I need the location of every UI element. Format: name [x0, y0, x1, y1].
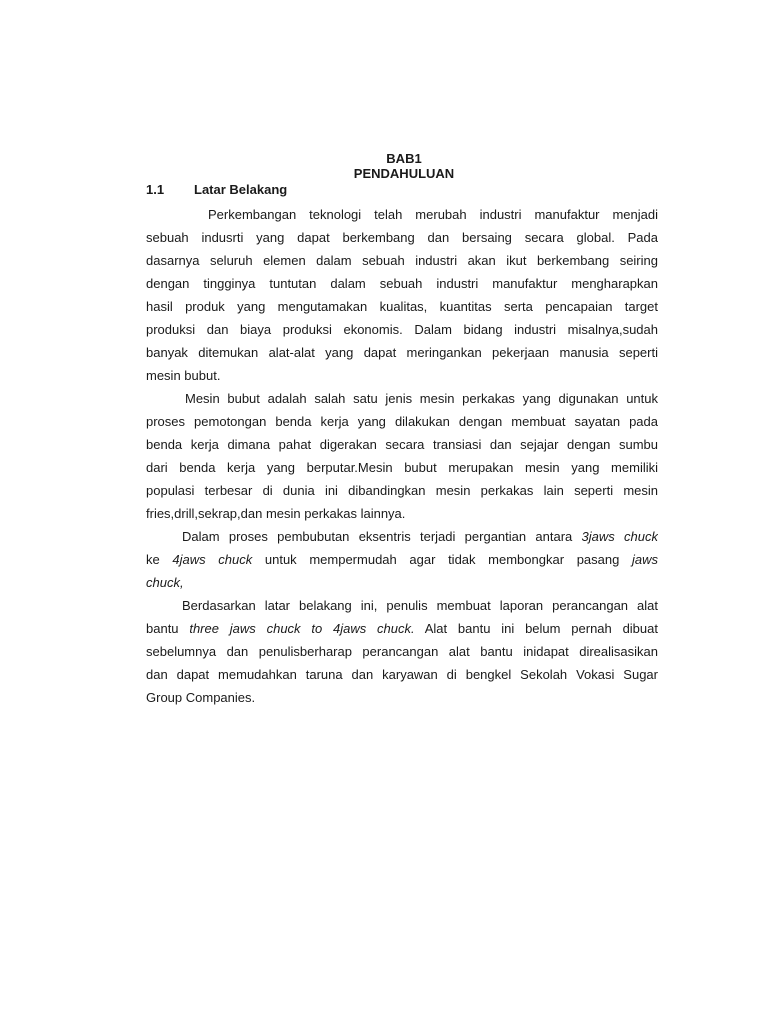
paragraph-3-text: untuk mempermudah agar tidak membongkar pasang: [252, 552, 632, 567]
paragraph-4-line: Group Companies.: [146, 690, 256, 705]
paragraph-2-line: dari benda kerja yang berputar.Mesin bubut merupakan mesin yang memiliki: [146, 460, 658, 475]
paragraph-1-line: sebuah indusrti yang dapat berkembang dan bersaing secara global. Pada: [146, 230, 658, 245]
paragraph-3-line: [146, 571, 658, 594]
paragraph-4-italic-term: three jaws chuck to 4jaws chuck.: [189, 621, 415, 636]
paragraph-1-line: Perkembangan teknologi telah merubah industri manufaktur menjadi: [208, 207, 658, 222]
paragraph-4-text: Alat bantu ini belum pernah dibuat: [414, 621, 658, 636]
paragraph-2-line: fries,drill,sekrap,dan mesin perkakas lainnya.: [146, 506, 406, 521]
chapter-number: BAB1: [386, 151, 422, 166]
chapter-title: PENDAHULUAN: [353, 166, 455, 181]
paragraph-3-line: [146, 525, 658, 548]
paragraph-3-line: [146, 548, 658, 571]
paragraph-3-italic-term: chuck,: [146, 575, 184, 590]
paragraph-1-line: mesin bubut.: [146, 368, 221, 383]
paragraph-3-italic-term: 4jaws chuck: [172, 552, 253, 567]
paragraph-1-line: banyak ditemukan alat-alat yang dapat meringankan pekerjaan manusia seperti: [146, 345, 658, 360]
paragraph-1-line: dengan tingginya tuntutan dalam sebuah industri manufaktur mengharapkan: [146, 276, 658, 291]
paragraph-2-line: Mesin bubut adalah salah satu jenis mesin perkakas yang digunakan untuk: [185, 391, 658, 406]
paragraph-3-text: Dalam proses pembubutan eksentris terjadi pergantian antara: [182, 529, 582, 544]
section-title: Latar Belakang: [194, 182, 288, 197]
paragraph-3-italic-term: jaws: [631, 552, 658, 567]
paragraph-1-line: produksi dan biaya produksi ekonomis. Dalam bidang industri misalnya,sudah: [146, 322, 658, 337]
section-number: 1.1: [146, 182, 165, 197]
paragraph-2-line: proses pemotongan benda kerja yang dilakukan dengan membuat sayatan pada: [146, 414, 658, 429]
paragraph-4-text: bantu: [146, 621, 190, 636]
paragraph-4-line: sebelumnya dan penulisberharap perancangan alat bantu inidapat direalisasikan: [146, 644, 658, 659]
section-heading: [146, 182, 287, 197]
paragraph-2-line: benda kerja dimana pahat digerakan secara transiasi dan sejajar dengan sumbu: [146, 437, 658, 452]
paragraph-3-text: ke: [146, 552, 173, 567]
paragraph-2-line: populasi terbesar di dunia ini dibandingkan mesin perkakas lain seperti mesin: [146, 483, 658, 498]
paragraph-1-line: dasarnya seluruh elemen dalam sebuah industri akan ikut berkembang seiring: [146, 253, 658, 268]
body-text: [146, 203, 658, 709]
paragraph-3-italic-term: 3jaws chuck: [581, 529, 658, 544]
paragraph-4-line: Berdasarkan latar belakang ini, penulis membuat laporan perancangan alat: [182, 598, 658, 613]
paragraph-1-line: hasil produk yang mengutamakan kualitas, kuantitas serta pencapaian target: [146, 299, 658, 314]
paragraph-4-line: [146, 617, 658, 640]
paragraph-4-line: dan dapat memudahkan taruna dan karyawan di bengkel Sekolah Vokasi Sugar: [146, 667, 658, 682]
